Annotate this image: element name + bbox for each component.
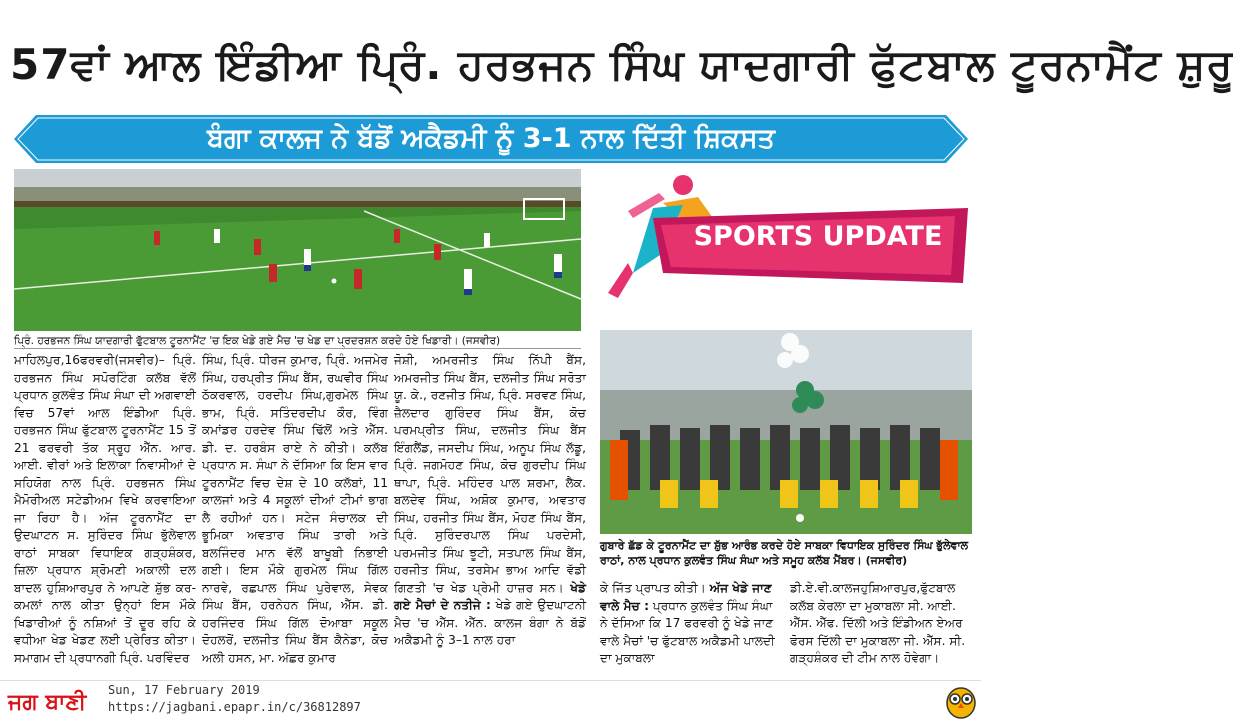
edition-date: Sun, 17 February 2019 [108, 683, 260, 697]
results-subheading: ਖੇਡੇ ਗਏ ਮੈਚਾਂ ਦੇ ਨਤੀਜੇ : [394, 580, 587, 612]
sports-update-badge: SPORTS UPDATE [693, 221, 943, 252]
today-matches-subheading: ਅੱਜ ਖੇਡੇ ਜਾਣ ਵਾਲੇ ਮੈਚ : [600, 581, 772, 613]
owl-icon[interactable] [944, 683, 978, 719]
article-column-1: ਮਾਹਿਲਪੁਰ,16ਫਰਵਰੀ(ਜਸਵੀਰ)– ਪ੍ਰਿੰ. ਹਰਭਜਨ ਸਿੰਘ ਸਪੋਰਟਿੰਗ ਕਲੱਬ ਵੱਲੋਂ ਪ੍ਰਧਾਨ ਕੁਲਵੰਤ ਸਿੰਘ ਸੰਘਾ ਦੀ ਅਗਵਾਈ ਵਿਚ 57ਵਾਂ ਆਲ ਇੰਡੀਆ ਪ੍ਰਿੰ. ਹਰਭਜਨ ਸਿੰਘ ਫੁੱਟਬਾਲ ਟੂਰਨਾਮੈਂਟ 15 ਤੋਂ 21 ਫਰਵਰੀ ਤੱਕ ਸ੍ਰੂਹ ਐੱਨ. ਆਰ. ਆਈ. ਵੀਰਾਂ ਅਤੇ ਇਲਾਕਾ ਨਿਵਾਸੀਆਂ ਦੇ ਸਹਿਯੋਗ ਨਾਲ ਪ੍ਰਿੰ. ਹਰਭਜਨ ਸਿੰਘ ਮੈਮੋਰੀਅਲ ਸਟੇਡੀਅਮ ਵਿਖੇ ਕਰਵਾਇਆ ਜਾ ਰਿਹਾ ਹੈ। ਅੱਜ ਟੂਰਨਾਮੈਂਟ ਦਾ ਉਦਘਾਟਨ ਸ. ਸੁਰਿੰਦਰ ਸਿੰਘ ਭੁੱਲੇਵਾਲ ਰਾਠਾਂ ਸਾਬਕਾ ਵਿਧਾਇਕ ਗੜ੍ਹਸ਼ੰਕਰ, ਜ਼ਿਲਾ ਪ੍ਰਧਾਨ ਸ਼੍ਰੋਮਣੀ ਅਕਾਲੀ ਦਲ ਬਾਦਲ ਹੁਸ਼ਿਆਰਪੁਰ ਨੇ ਆਪਣੇ ਸ਼ੁੱਭ ਕਰ-ਕਮਲਾਂ ਨਾਲ ਕੀਤਾ ਉਨ੍ਹਾਂ ਇਸ ਮੌਕੇ ਖਿਡਾਰੀਆਂ ਨੂੰ ਨਸ਼ਿਆਂ ਤੋਂ ਦੂਰ ਰਹਿ ਕੇ ਵਧੀਆ ਖੇਡ ਖੇਡਣ ਲਈ ਪ੍ਰੇਰਿਤ ਕੀਤਾ। ਸਮਾਗਮ ਦੀ ਪ੍ਰਧਾਨਗੀ ਪ੍ਰਿੰ. ਪਰਵਿੰਦਰ [14, 353, 196, 665]
article-url[interactable]: https://jagbani.epapr.in/c/36812897 [108, 700, 361, 714]
group-photo [600, 330, 972, 534]
subheadline-banner [14, 115, 968, 163]
article-column-5: ਡੀ.ਏ.ਵੀ.ਕਾਲਜਹੁਸ਼ਿਆਰਪੁਰ,ਫੁੱਟਬਾਲ ਕਲੱਬ ਕੇਰਲਾ ਦਾ ਮੁਕਾਬਲਾ ਸੀ. ਆਈ. ਐੱਸ. ਐੱਫ. ਦਿੱਲੀ ਅਤੇ ਇੰਡੀਅਨ ਏਅਰ ਫੋਰਸ ਦਿੱਲੀ ਦਾ ਮੁਕਾਬਲਾ ਜੀ. ਐੱਸ. ਸੀ. ਗੜ੍ਹਸ਼ੰਕਰ ਦੀ ਟੀਮ ਨਾਲ ਹੋਵੇਗਾ। [790, 581, 966, 665]
sports-update-graphic [593, 163, 973, 313]
column-4-text: ਕੇ ਜਿੱਤ ਪ੍ਰਾਪਤ ਕੀਤੀ। [600, 581, 706, 595]
jagbani-logo[interactable]: ਜਗ ਬਾਣੀ [8, 689, 87, 715]
headline: 57ਵਾਂ ਆਲ ਇੰਡੀਆ ਪ੍ਰਿੰ. ਹਰਭਜਨ ਸਿੰਘ ਯਾਦਗਾਰੀ ਫੁੱਟਬਾਲ ਟੂਰਨਾਮੈਂਟ ਸ਼ੁਰੂ [10, 40, 1233, 89]
subheadline: ਬੰਗਾ ਕਾਲਜ ਨੇ ਬੱਡੋਂ ਅਕੈਡਮੀ ਨੂੰ 3-1 ਨਾਲ ਦਿੱਤੀ ਸ਼ਿਕਸਤ [207, 123, 775, 154]
article-column-2: ਸਿੰਘ, ਪ੍ਰਿੰ. ਧੀਰਜ ਕੁਮਾਰ, ਪ੍ਰਿੰ. ਅਜਮੇਰ ਸਿੰਘ, ਹਰਪ੍ਰੀਤ ਸਿੰਘ ਬੈਂਸ, ਰਘਵੀਰ ਸਿੰਘ ਠੱਕਰਵਾਲ, ਹਰਦੀਪ ਸਿੰਘ,ਗੁਰਮੇਲ ਸਿੰਘ ਭਾਮ, ਪ੍ਰਿੰ. ਸਤਿੰਦਰਦੀਪ ਕੌਰ, ਵਿੰਗ ਕਮਾਂਡਰ ਹਰਦੇਵ ਸਿੰਘ ਢਿੱਲੋਂ ਅਤੇ ਐੱਸ. ਡੀ. ਦ. ਹਰਬੰਸ ਰਾਏ ਨੇ ਕੀਤੀ। ਕਲੱਬ ਪ੍ਰਧਾਨ ਸ. ਸੰਘਾ ਨੇ ਦੱਸਿਆ ਕਿ ਇਸ ਵਾਰ ਟੂਰਨਾਮੈਂਟ ਵਿਚ ਦੇਸ਼ ਦੇ 10 ਕਲੱਬਾਂ, 11 ਕਾਲਜਾਂ ਅਤੇ 4 ਸਕੂਲਾਂ ਦੀਆਂ ਟੀਮਾਂ ਭਾਗ ਲੈ ਰਹੀਆਂ ਹਨ। ਸਟੇਜ ਸੰਚਾਲਕ ਦੀ ਭੂਮਿਕਾ ਅਵਤਾਰ ਸਿੰਘ ਤਾਰੀ ਅਤੇ ਬਲਜਿੰਦਰ ਮਾਨ ਵੱਲੋਂ ਬਾਖੂਬੀ ਨਿਭਾਈ ਗਈ। ਇਸ ਮੌਕੇ ਗੁਰਮੇਲ ਸਿੰਘ ਗਿੱਲ ਨਾਰਵੇ, ਰਛਪਾਲ ਸਿੰਘ ਪੁਰੇਵਾਲ, ਸੇਵਕ ਸਿੰਘ ਬੈਂਸ, ਹਰਨੇਹਨ ਸਿੰਘ, ਐੱਸ. ਡੀ. ਹਰਜਿੰਦਰ ਸਿੰਘ ਗਿੱਲ ਦੋਆਬਾ ਸਕੂਲ ਦੋਹਲਰੋਂ, ਦਲਜੀਤ ਸਿੰਘ ਬੈਂਸ ਕੈਨੇਡਾ, ਕੋਚ ਅਲੀ ਹਸਨ, ਮਾ. ਅੱਛਰ ਕੁਮਾਰ [202, 353, 388, 665]
results-text: ਖੇਡੇ ਗਏ ਉਦਘਾਟਨੀ ਮੈਚ 'ਚ ਐੱਸ. ਐੱਨ. ਕਾਲਜ ਬੰਗਾ ਨੇ ਬੱਡੋਂ ਅਕੈਡਮੀ ਨੂੰ 3–1 ਨਾਲ ਹਰਾ [394, 598, 587, 647]
article-column-4 [600, 580, 780, 670]
photo-caption: ਪ੍ਰਿੰ. ਹਰਭਜਨ ਸਿੰਘ ਯਾਦਗਾਰੀ ਫੁੱਟਬਾਲ ਟੂਰਨਾਮੈਂਟ 'ਚ ਇਕ ਖੇਡੇ ਗਏ ਮੈਚ 'ਚ ਖੇਡ ਦਾ ਪ੍ਰਦਰਸ਼ਨ ਕਰਦੇ ਹੋਏ ਖਿਡਾਰੀ। (ਜਸਵੀਰ) [14, 334, 581, 349]
match-photo [14, 169, 581, 331]
footer [0, 680, 981, 722]
article-column-3 [394, 352, 586, 672]
today-matches-text: ਪ੍ਰਧਾਨ ਕੁਲਵੰਤ ਸਿੰਘ ਸੰਘਾ ਨੇ ਦੱਸਿਆ ਕਿ 17 ਫਰਵਰੀ ਨੂੰ ਖੇਡੇ ਜਾਣ ਵਾਲੇ ਮੈਚਾਂ 'ਚ ਫੁੱਟਬਾਲ ਅਕੈਡਮੀ ਪਾਲਦੀ ਦਾ ਮੁਕਾਬਲਾ [600, 598, 775, 665]
group-photo-caption: ਗੁਬਾਰੇ ਛੱਡ ਕੇ ਟੂਰਨਾਮੈਂਟ ਦਾ ਸ਼ੁੱਭ ਆਰੰਭ ਕਰਦੇ ਹੋਏ ਸਾਬਕਾ ਵਿਧਾਇਕ ਸੁਰਿੰਦਰ ਸਿੰਘ ਭੁੱਲੇਵਾਲ ਰਾਠਾਂ, ਨਾਲ ਪ੍ਰਧਾਨ ਕੁਲਵੰਤ ਸਿੰਘ ਸੰਘਾ ਅਤੇ ਸਮੂਹ ਕਲੱਬ ਮੈਂਬਰ। (ਜਸਵੀਰ) [600, 539, 969, 567]
column-3-text: ਜੋਸ਼ੀ, ਅਮਰਜੀਤ ਸਿੰਘ ਨਿੱਪੀ ਬੈਂਸ, ਅਮਰਜੀਤ ਸਿੰਘ ਬੈਂਸ, ਦਲਜੀਤ ਸਿੰਘ ਸਰੋਤਾ ਯੂ. ਕੇ., ਰਣਜੀਤ ਸਿੰਘ, ਪ੍ਰਿੰ. ਸਰਵਣ ਸਿੰਘ, ਜ਼ੈਲਦਾਰ ਗੁਰਿੰਦਰ ਸਿੰਘ ਬੈਂਸ, ਕੋਚ ਪਰਮਪ੍ਰੀਤ ਸਿੰਘ, ਦਲਜੀਤ ਸਿੰਘ ਬੈਂਸ ਇੰਗਲੈਂਡ, ਜਸਦੀਪ ਸਿੰਘ, ਅਨੂਪ ਸਿੰਘ ਲੱਡੂ, ਪ੍ਰਿੰ. ਜਗਮੋਹਣ ਸਿੰਘ, ਕੋਚ ਗੁਰਦੀਪ ਸਿੰਘ ਥਾਪਾ, ਪ੍ਰਿੰ. ਮਹਿੰਦਰ ਪਾਲ ਸ਼ਰਮਾ, ਲੈਕ. ਬਲਦੇਵ ਸਿੰਘ, ਅਸ਼ੋਕ ਕੁਮਾਰ, ਅਵਤਾਰ ਸਿੰਘ, ਹਰਜੀਤ ਸਿੰਘ ਬੈਂਸ, ਮੋਹਣ ਸਿੰਘ ਬੈਂਸ, ਪ੍ਰਿੰ. ਸੁਰਿੰਦਰਪਾਲ ਸਿੰਘ ਪਰਦੇਸੀ, ਪਰਮਜੀਤ ਸਿੰਘ ਝੂਟੀ, ਸਤਪਾਲ ਸਿੰਘ ਬੈਂਸ, ਹਰਜੀਤ ਸਿੰਘ, ਤਰਸੇਮ ਭਾਅ ਆਦਿ ਵੱਡੀ ਗਿਣਤੀ 'ਚ ਖੇਡ ਪ੍ਰੇਮੀ ਹਾਜ਼ਰ ਸਨ। [394, 353, 586, 595]
